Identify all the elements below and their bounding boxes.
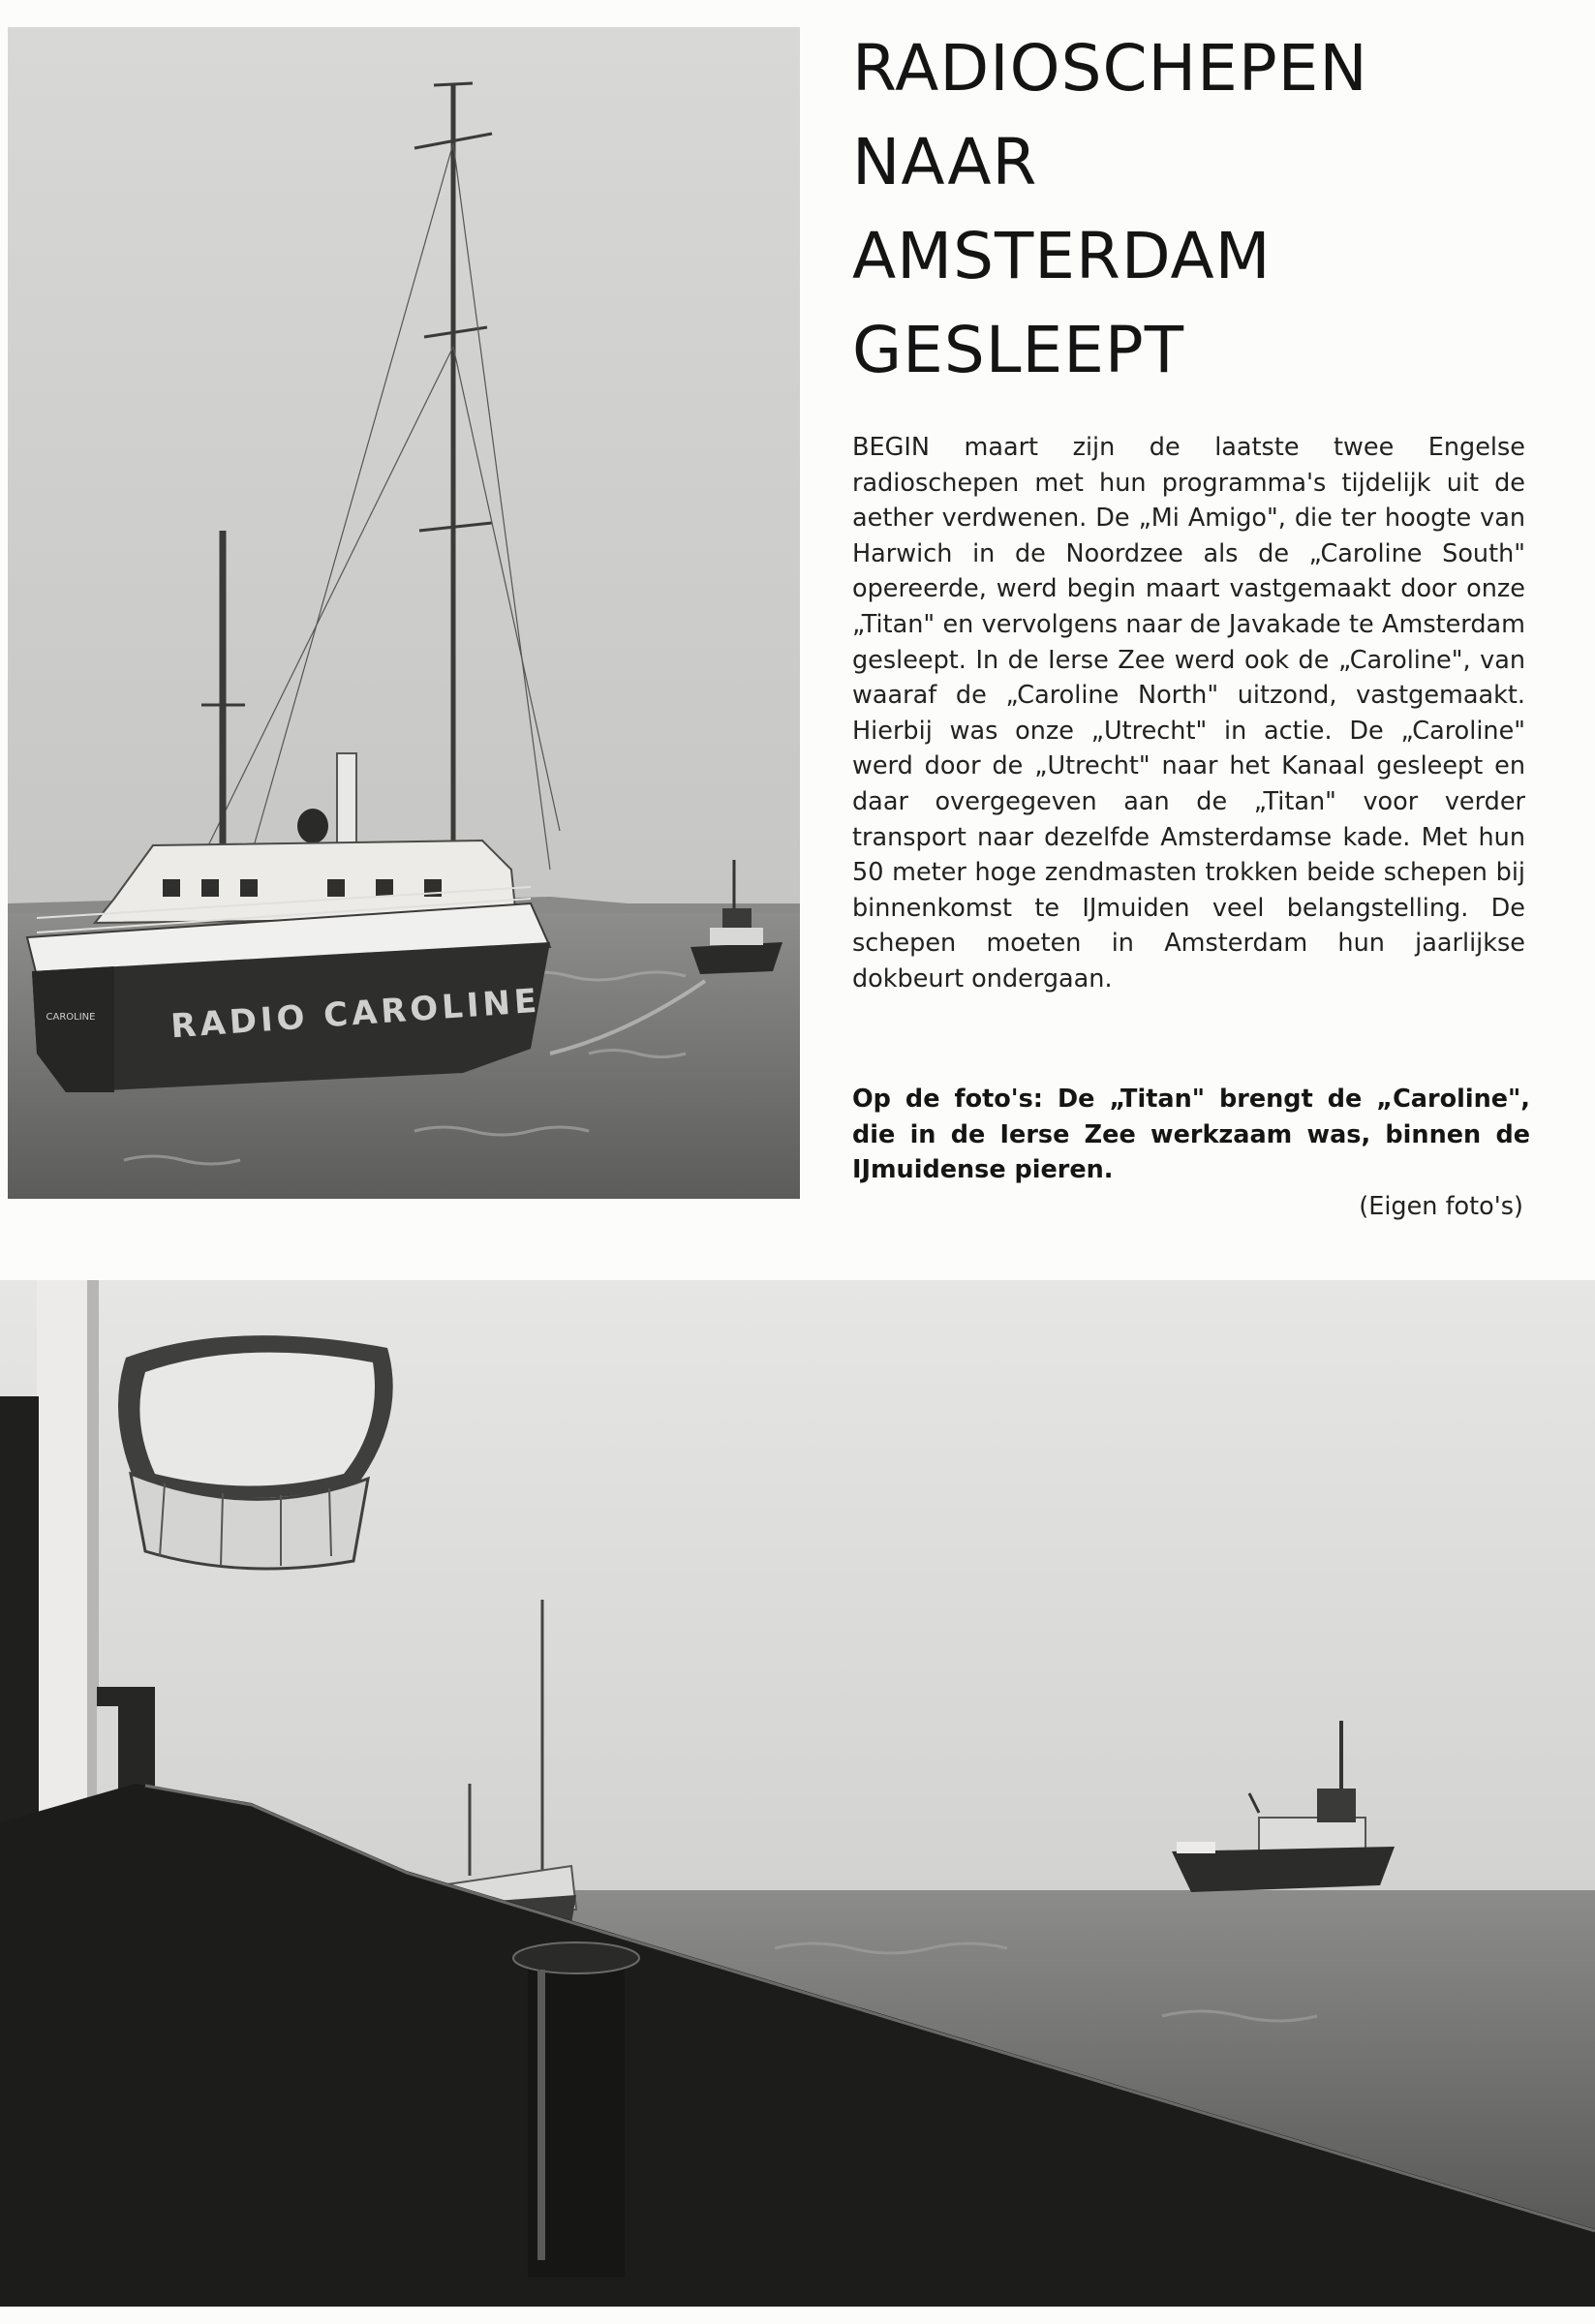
photo-tug-towing-view xyxy=(0,1280,1595,2307)
tug-deck-photo-illustration xyxy=(0,1280,1595,2307)
photo-credit: (Eigen foto's) xyxy=(1359,1192,1523,1221)
headline-line-2: NAAR xyxy=(852,125,1038,199)
ship-photo-illustration xyxy=(8,27,800,1199)
headline-line-1: RADIOSCHEPEN xyxy=(852,31,1368,106)
photo-radio-ship-caroline xyxy=(8,27,800,1199)
article-body: BEGIN maart zijn de laatste twee Engelse radioschepen met hun programma's tijdelijk uit de aether verdwenen. De „Mi Amigo", die ter hoogte van Harwich in de Noordzee als de „Caroline South" opereerde, werd begin maart vastgemaakt door onze „Titan" en vervolgens naar de Javakade te Amsterdam gesleept. In de Ierse Zee werd ook de „Caroline", van waaraf de „Caroline North" uitzond, vastgemaakt. Hierbij was onze „Utrecht" in actie. De „Caroline" werd door de „Utrecht" naar het Kanaal gesleept en daar overgegeven aan de „Titan" voor verder transport naar dezelfde Amsterdamse kade. Met hun 50 meter hoge zendmasten trokken beide schepen bij binnenkomst te IJmuiden veel belangstelling. De schepen moeten in Amsterdam hun jaarlijkse dokbeurt ondergaan. xyxy=(852,433,1525,994)
headline-line-4: GESLEEPT xyxy=(852,313,1185,387)
photo-caption: Op de foto's: De „Titan" brengt de „Caroline", die in de Ierse Zee werkzaam was, binnen de IJmuidense pieren. xyxy=(852,1085,1530,1185)
bollard xyxy=(513,1942,639,2278)
stern-name: CAROLINE xyxy=(46,1012,96,1023)
lifeboat xyxy=(118,1335,393,1569)
headline-line-3: AMSTERDAM xyxy=(852,219,1272,293)
hull-lettering: RADIO CAROLINE xyxy=(169,981,542,1047)
headline xyxy=(852,21,1569,397)
